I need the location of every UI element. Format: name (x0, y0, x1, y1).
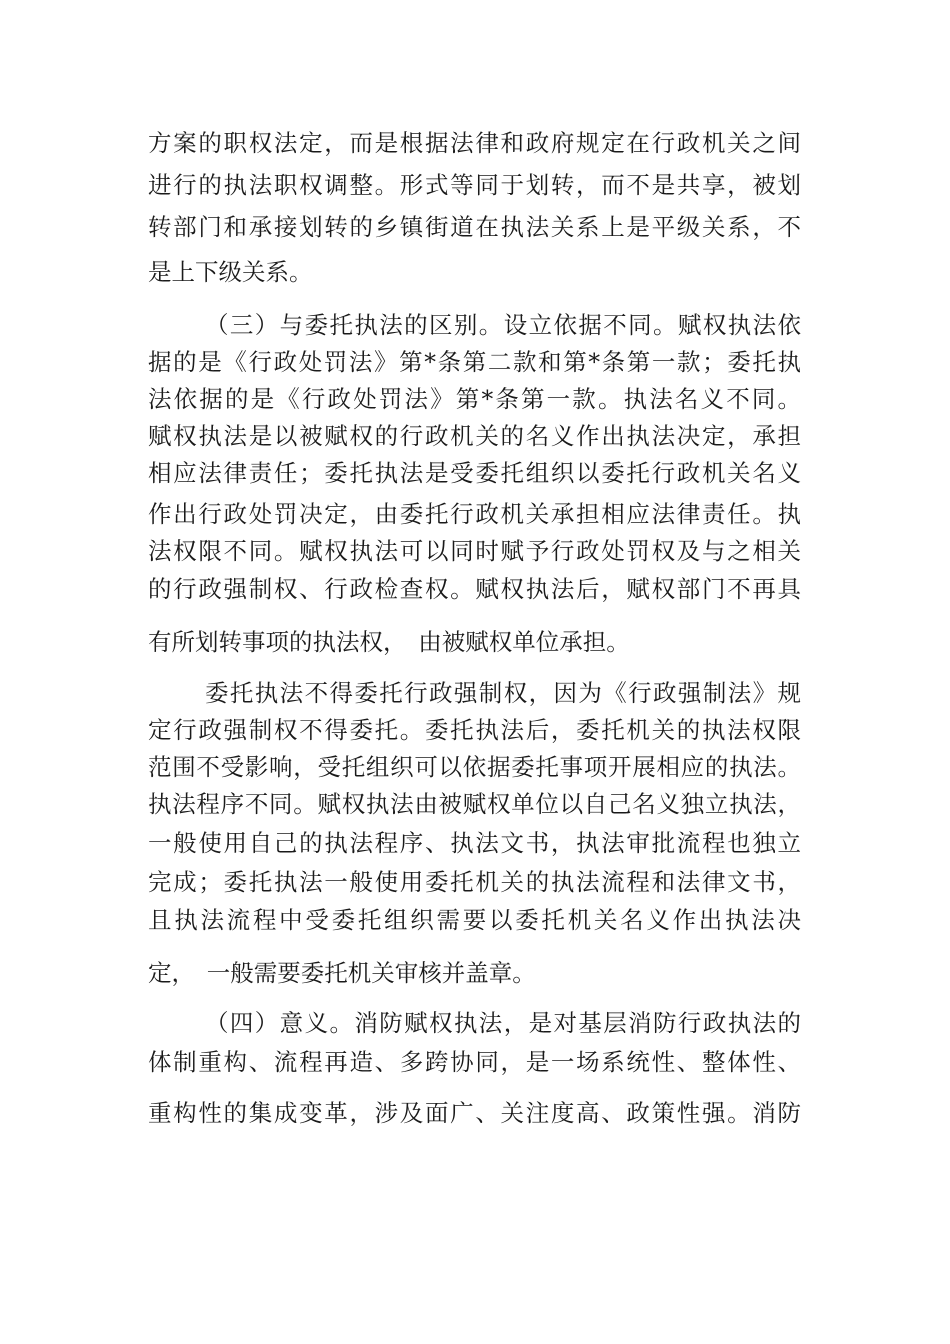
text-line: 赋权执法是以被赋权的行政机关的名义作出执法决定，承担 (148, 422, 801, 450)
text-line: 范围不受影响，受托组织可以依据委托事项开展相应的执法。 (148, 753, 801, 781)
text-line: 转部门和承接划转的乡镇街道在执法关系上是平级关系，不 (148, 213, 801, 241)
text-line: 进行的执法职权调整。形式等同于划转，而不是共享，被划 (148, 171, 801, 199)
text-line: 作出行政处罚决定，由委托行政机关承担相应法律责任。执 (148, 500, 801, 528)
text-line: 执法程序不同。赋权执法由被赋权单位以自己名义独立执法， (148, 790, 801, 818)
text-line: 方案的职权法定，而是根据法律和政府规定在行政机关之间 (148, 129, 801, 157)
text-line: 相应法律责任；委托执法是受委托组织以委托行政机关名义 (148, 459, 801, 487)
text-line: 定行政强制权不得委托。委托执法后，委托机关的执法权限 (148, 716, 801, 744)
section-heading-line: （三）与委托执法的区别。设立依据不同。赋权执法依 (205, 311, 801, 339)
text-line: 有所划转事项的执法权， 由被赋权单位承担。 (148, 628, 630, 656)
text-line: 体制重构、流程再造、多跨协同，是一场系统性、整体性、 (148, 1048, 801, 1076)
text-line: 一般使用自己的执法程序、执法文书，执法审批流程也独立 (148, 829, 801, 857)
text-line: 据的是《行政处罚法》第*条第二款和第*条第一款；委托执 (148, 348, 801, 376)
text-line: 的行政强制权、行政检查权。赋权执法后，赋权部门不再具 (148, 575, 801, 603)
text-line: 法权限不同。赋权执法可以同时赋予行政处罚权及与之相关 (148, 537, 801, 565)
text-line: 完成；委托执法一般使用委托机关的执法流程和法律文书， (148, 868, 801, 896)
text-line: 定， 一般需要委托机关审核并盖章。 (148, 959, 536, 987)
section-heading-line: （四）意义。消防赋权执法，是对基层消防行政执法的 (205, 1009, 801, 1037)
paragraph-start-line: 委托执法不得委托行政强制权，因为《行政强制法》规 (205, 679, 801, 707)
text-line: 是上下级关系。 (148, 258, 313, 286)
text-line: 且执法流程中受委托组织需要以委托机关名义作出执法决 (148, 906, 801, 934)
text-line: 法依据的是《行政处罚法》第*条第一款。执法名义不同。 (148, 385, 801, 413)
text-line: 重构性的集成变革，涉及面广、关注度高、政策性强。消防 (148, 1099, 801, 1127)
